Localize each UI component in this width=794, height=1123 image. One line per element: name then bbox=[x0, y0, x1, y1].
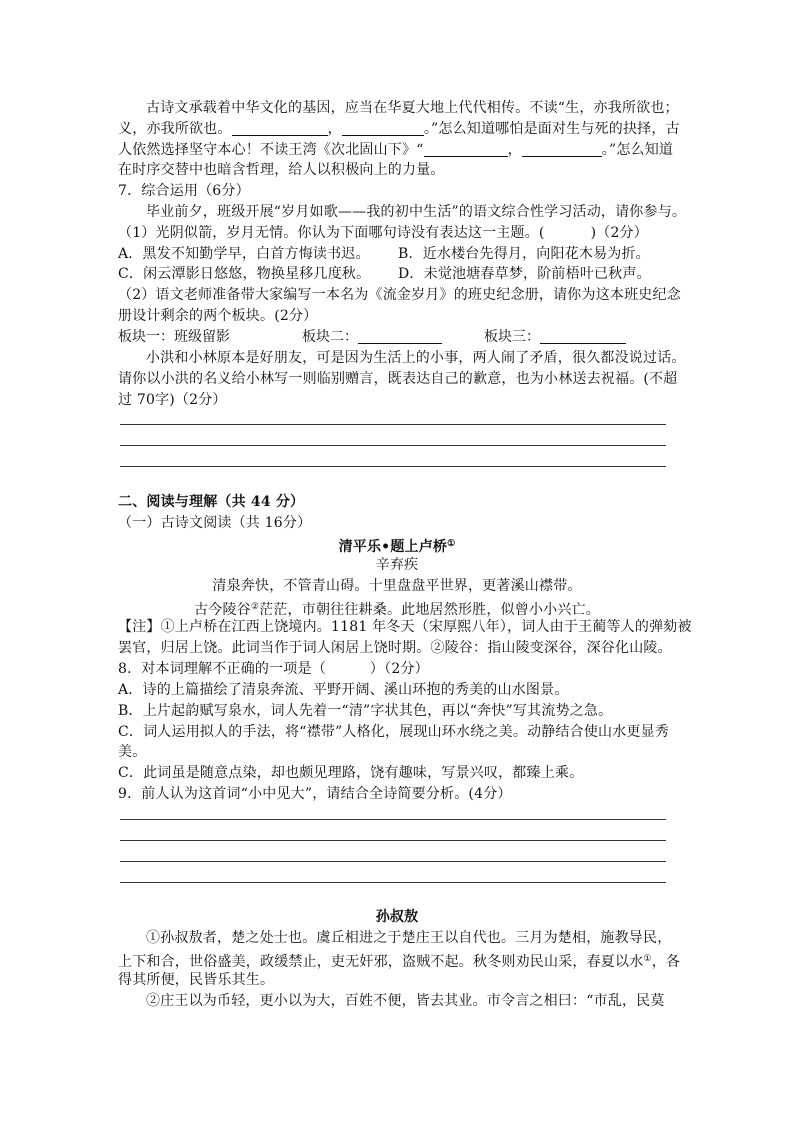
poem-note-1: 【注】①上卢桥在江西上饶境内。1181 年冬天（宋厚熙八年），词人由于王蔺等人的弹劾被 bbox=[118, 619, 692, 635]
answer-blank[interactable] bbox=[342, 121, 424, 136]
prose-p1-line1: ①孙叔敖者，楚之处士也。虞丘相进之于楚庄王以自代也。三月为楚相，施教导民， bbox=[146, 930, 672, 946]
q8-option-b: B．上片起韵赋写泉水，词人先着一“清”字状其色，再以“奔快”写其流势之急。 bbox=[118, 703, 613, 719]
prose-title: 孙叔敖 bbox=[375, 909, 419, 925]
q7-part2-line2: 册设计剩余的两个板块。(2分） bbox=[118, 308, 318, 324]
answer-blank[interactable] bbox=[522, 142, 602, 157]
poem-line-2: 古今陵谷②茫茫，市朝往往耕桑。此地居然形胜，似曾小小兴亡。 bbox=[194, 602, 600, 618]
intro-line-3: 人依然选择坚守本心！不读王湾《次北固山下》“ ， 。”怎么知道 bbox=[118, 142, 674, 158]
poem-title: 清平乐•题上卢桥① bbox=[338, 539, 456, 555]
q7-option-a: A．黑发不知勤学早，白首方悔读书迟。 bbox=[118, 246, 370, 262]
q7-intro: 毕业前夕，班级开展“岁月如歌——我的初中生活”的语文综合性学习活动，请你参与。 bbox=[146, 204, 687, 220]
intro-line-1: 古诗文承载着中华文化的基因，应当在华夏大地上代代相传。不读“生，亦我所欲也； bbox=[146, 100, 679, 116]
answer-line[interactable] bbox=[120, 445, 666, 446]
answer-line[interactable] bbox=[120, 466, 666, 467]
q7-option-c: C．闲云潭影日悠悠，物换星移几度秋。 bbox=[118, 266, 371, 282]
board-2: 板块二： bbox=[302, 327, 442, 348]
q8-option-c: C．词人运用拟人的手法，将“襟带”人格化，展现山环水绕之美。动静结合使山水更显秀 bbox=[118, 724, 670, 740]
prose-p2-line1: ②庄王以为币轻，更小以为大，百姓不便，皆去其业。市令言之相曰：“市乱，民莫 bbox=[146, 993, 665, 1009]
q8-option-c-cont: 美。 bbox=[118, 744, 147, 760]
q7-option-d: D．未觉池塘春草梦，阶前梧叶已秋声。 bbox=[398, 266, 651, 282]
q7-option-b: B．近水楼台先得月，向阳花木易为折。 bbox=[398, 246, 650, 262]
q7-part3-line1: 小洪和小林原本是好朋友，可是因为生活上的小事，两人闹了矛盾，很久都没说过话。 bbox=[146, 350, 686, 366]
answer-line[interactable] bbox=[120, 424, 666, 425]
poem-line-1: 清泉奔快，不管青山碍。十里盘盘平世界，更著溪山襟带。 bbox=[212, 578, 582, 594]
answer-line[interactable] bbox=[120, 840, 666, 841]
poem-author: 辛弃疾 bbox=[375, 557, 419, 573]
q8-option-d: C．此词虽是随意点染，却也颇见理路，饶有趣味，写景兴叹，都臻上乘。 bbox=[118, 765, 584, 781]
answer-line[interactable] bbox=[120, 819, 666, 820]
answer-blank[interactable] bbox=[424, 142, 508, 157]
q7-part2-line1: （2）语文老师准备带大家编写一本名为《流金岁月》的班史纪念册，请你为这本班史纪念 bbox=[118, 287, 681, 303]
q7-part1: （1）光阴似箭，岁月无情。你认为下面哪句诗没有表达这一主题。( )（2分） bbox=[118, 225, 648, 241]
prose-p1-line2: 上下和合，世俗盛美，政缓禁止，吏无奸邪，盗贼不起。秋冬则劝民山采，春夏以水①，各 bbox=[118, 954, 681, 970]
q8-title: 8．对本词理解不正确的一项是（ ）（2分） bbox=[118, 661, 429, 677]
poem-note-2: 罢官，归居上饶。此词当作于词人闲居上饶时期。②陵谷：指山陵变深谷，深谷化山陵。 bbox=[118, 640, 672, 656]
intro-line-4: 在时序交替中也暗含哲理，给人以积极向上的力量。 bbox=[118, 162, 445, 178]
prose-p1-line3: 得其所便，民皆乐其生。 bbox=[118, 972, 275, 988]
section2-subtitle: （一）古诗文阅读（共 16分） bbox=[118, 515, 312, 531]
q8-option-a: A．诗的上篇描绘了清泉奔流、平野开阔、溪山环抱的秀美的山水图景。 bbox=[118, 682, 569, 698]
q7-title: 7．综合运用（6分） bbox=[118, 183, 250, 199]
intro-line-2: 义，亦我所欲也。 ， 。”怎么知道哪怕是面对生与死的抉择，古 bbox=[118, 121, 680, 137]
board-2-blank[interactable] bbox=[358, 329, 442, 344]
section2-title: 二、阅读与理解（共 44 分） bbox=[118, 494, 305, 510]
board-1: 板块一：班级留影 bbox=[118, 329, 230, 345]
answer-line[interactable] bbox=[120, 882, 666, 883]
q9-title: 9．前人认为这首词“小中见大”，请结合全诗简要分析。(4分） bbox=[118, 786, 512, 802]
answer-blank[interactable] bbox=[232, 121, 328, 136]
board-3-blank[interactable] bbox=[540, 329, 626, 344]
q7-part3-line3: 过 70字)（2分） bbox=[118, 392, 227, 408]
board-3: 板块三： bbox=[484, 327, 626, 348]
answer-line[interactable] bbox=[120, 861, 666, 862]
q7-part3-line2: 请你以小洪的名义给小林写一则临别赠言，既表达自己的歉意，也为小林送去祝福。(不超 bbox=[118, 371, 678, 387]
